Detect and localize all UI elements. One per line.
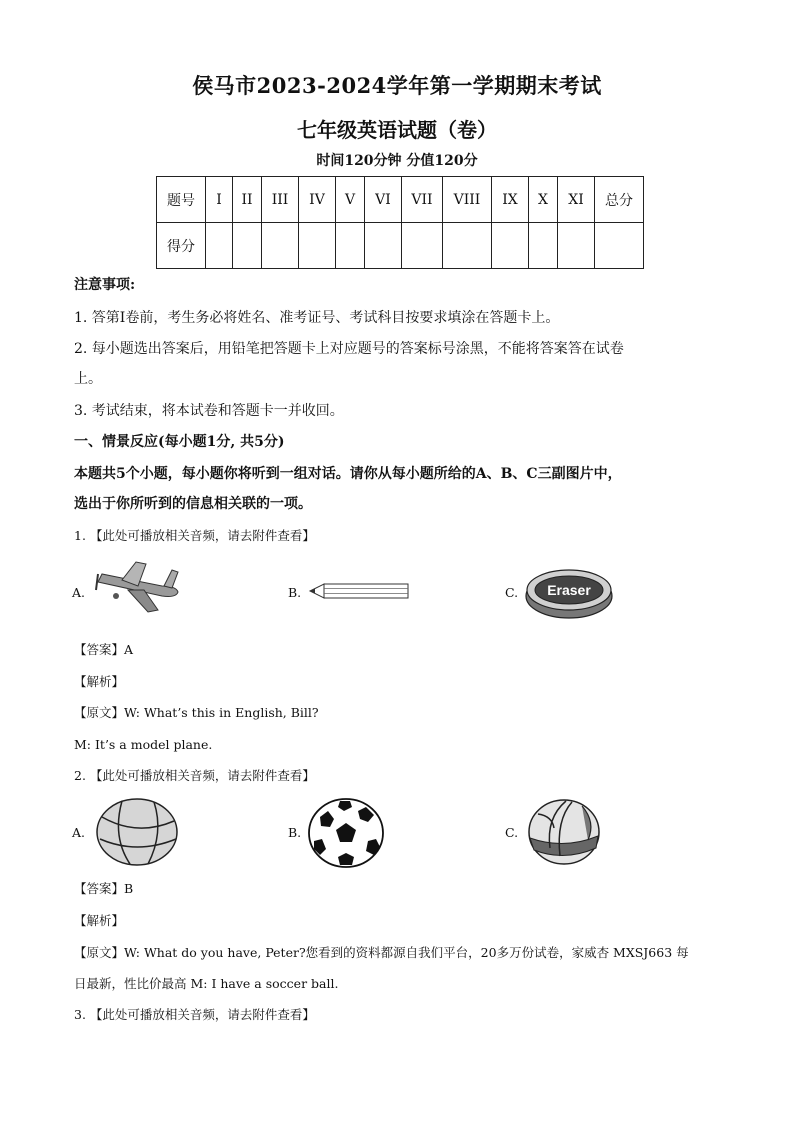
score-entry-cell[interactable] (365, 223, 402, 269)
score-entry-cell[interactable] (233, 223, 262, 269)
exam-title: 侯马市2023-2024学年第一学期期末考试 (192, 73, 602, 98)
pencil-icon[interactable] (308, 580, 412, 602)
q1-original-line2: M: It’s a model plane. (74, 737, 213, 752)
score-cell: 题号 (157, 177, 206, 223)
score-cell: VIII (443, 177, 492, 223)
score-cell: IV (299, 177, 336, 223)
q2-option-c-label: C. (505, 825, 519, 840)
q2-analysis: 【解析】 (74, 913, 125, 928)
score-entry-cell[interactable] (529, 223, 558, 269)
score-cell: IX (492, 177, 529, 223)
score-table-score-row (157, 223, 644, 269)
eraser-label: Eraser (547, 582, 591, 598)
score-table-header-row (157, 177, 644, 223)
section-heading: 一、情景反应(每小题1分, 共5分) (74, 434, 285, 450)
note-1: 1. 答第I卷前，考生务必将姓名、准考证号、考试科目按要求填涂在答题卡上。 (74, 310, 560, 326)
q2-option-b-label: B. (288, 825, 302, 840)
q1-option-b-label: B. (288, 585, 302, 600)
time-score-line: 时间120分钟 分值120分 (316, 153, 478, 169)
score-cell: X (529, 177, 558, 223)
volleyball-icon[interactable] (526, 798, 602, 866)
score-cell: III (262, 177, 299, 223)
notes-heading: 注意事项: (74, 277, 136, 293)
score-entry-cell[interactable] (443, 223, 492, 269)
score-entry-cell[interactable] (262, 223, 299, 269)
q1-answer: 【答案】A (74, 642, 134, 657)
score-cell: II (233, 177, 262, 223)
note-3: 3. 考试结束，将本试卷和答题卡一并收回。 (74, 403, 344, 419)
q1-option-c-label: C. (505, 585, 519, 600)
score-entry-cell[interactable] (558, 223, 595, 269)
score-entry-cell[interactable] (595, 223, 644, 269)
soccer-ball-icon[interactable] (306, 797, 386, 869)
score-cell: V (336, 177, 365, 223)
q2-original: 【原文】W: What do you have, Peter?您看到的资料都源自我们平台，20多万份试卷，家威杏 MXSJ663 每 (74, 945, 689, 960)
q2-original-line2: 日最新，性比价最高 M: I have a soccer ball. (74, 976, 339, 991)
score-entry-cell[interactable] (402, 223, 443, 269)
q3-prompt: 3. 【此处可播放相关音频，请去附件查看】 (74, 1007, 315, 1022)
score-cell: I (206, 177, 233, 223)
section-instructions: 本题共5个小题，每小题你将听到一组对话。请你从每小题所给的A、B、C三副图片中， (74, 466, 622, 482)
exam-subtitle: 七年级英语试题（卷） (297, 118, 497, 142)
score-cell: VII (402, 177, 443, 223)
q1-original: 【原文】W: What’s this in English, Bill? (74, 705, 319, 720)
score-cell: 总分 (595, 177, 644, 223)
score-entry-cell[interactable] (299, 223, 336, 269)
q1-analysis: 【解析】 (74, 674, 125, 689)
airplane-icon[interactable] (92, 560, 184, 616)
score-cell: XI (558, 177, 595, 223)
q2-prompt: 2. 【此处可播放相关音频，请去附件查看】 (74, 768, 315, 783)
note-2-cont: 上。 (74, 371, 102, 387)
score-entry-cell[interactable] (336, 223, 365, 269)
basketball-icon[interactable] (92, 797, 180, 867)
score-row-label: 得分 (157, 223, 206, 269)
score-entry-cell[interactable] (206, 223, 233, 269)
q2-option-a-label: A. (72, 825, 86, 840)
score-cell: VI (365, 177, 402, 223)
note-2: 2. 每小题选出答案后，用铅笔把答题卡上对应题号的答案标号涂黑，不能将答案答在试卷 (74, 341, 624, 357)
score-entry-cell[interactable] (492, 223, 529, 269)
q1-prompt: 1. 【此处可播放相关音频，请去附件查看】 (74, 528, 315, 543)
score-table (156, 176, 644, 269)
q2-answer: 【答案】B (74, 881, 134, 896)
q1-option-a-label: A. (72, 585, 86, 600)
eraser-icon[interactable] (524, 566, 614, 620)
section-instructions-cont: 选出于你所听到的信息相关联的一项。 (74, 496, 312, 512)
